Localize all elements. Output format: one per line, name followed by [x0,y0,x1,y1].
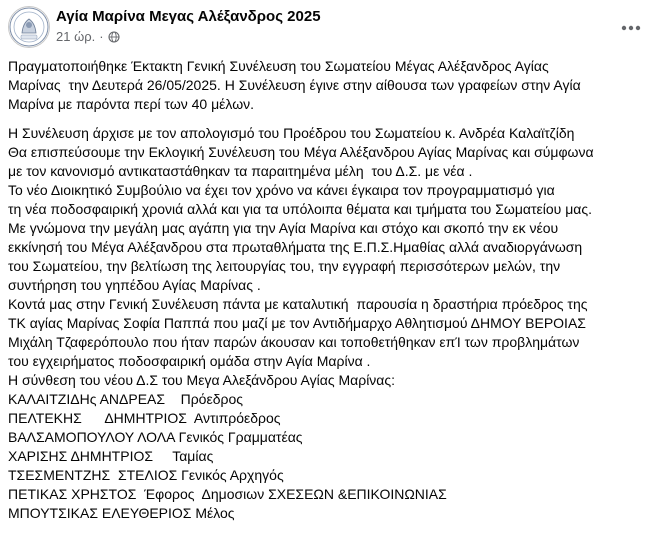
meta-separator: · [99,29,104,44]
globe-icon [108,31,120,43]
post-meta [56,29,120,44]
board-member-line: ΤΣΕΣΜΕΝΤΖΗΣ ΣΤΕΛΙΟΣ Γενικός Αρχηγός [8,467,284,483]
post-text-line: Θα επισπεύσουμε την Εκλογική Συνέλευση του Μέγα Αλέξανδρου Αγίας Μαρίνας και σύμφωνα [8,144,594,160]
page-avatar[interactable] [8,6,50,48]
more-options-button[interactable] [613,10,649,46]
post-text-line: Πραγματοποιήθηκε Έκτακτη Γενική Συνέλευση του Σωματείου Μέγας Αλέξανδρος Αγίας [8,58,549,74]
post-text-line: εκκίνησή του Μέγα Αλέξανδρου στα πρωταθλήματα της Ε.Π.Σ.Ημαθίας αλλά αναδιοργάνωση [8,239,583,255]
post-text-line: τη νέα ποδοσφαιρική χρονιά αλλά και για τα υπόλοιπα θέματα και τμήματα του Σωματείου μας. [8,201,592,217]
post-timestamp[interactable]: 21 ώρ. [56,29,96,44]
post-header [0,0,669,56]
post-text-line: Με γνώμονα την μεγάλη μας αγάπη για την Αγία Μαρίνα και στόχο και σκοπό την εκ νέου [8,220,559,236]
post-body [8,57,658,523]
board-member-line: ΧΑΡΙΣΗΣ ΔΗΜΗΤΡΙΟΣ Ταμίας [8,448,214,464]
paragraph-gap [8,114,658,124]
post-text-line: Η Συνέλευση άρχισε με τον απολογισμό του Προέδρου του Σωματείου κ. Ανδρέα Καλαϊτζίδη [8,125,575,141]
post-text-line: Κοντά μας στην Γενική Συνέλευση πάντα με καταλυτική παρουσία η δραστήρια πρόεδρος της [8,296,588,312]
post-text-line: Το νέο Διοικητικό Συμβούλιο να έχει τον χρόνο να κάνει έγκαιρα τον προγραμματισμό για [8,182,555,198]
board-member-line: ΠΕΤΙΚΑΣ ΧΡΗΣΤΟΣ Έφορος Δημοσιων ΣΧΕΣΕΩΝ &ΕΠΙΚΟΙΝΩΝΙΑΣ [8,486,447,502]
board-member-line: ΒΑΛΣΑΜΟΠΟΥΛΟΥ ΛΟΛΑ Γενικός Γραμματέας [8,429,303,445]
post-text-line: Μαρίνας την Δευτερά 26/05/2025. Η Συνέλευση έγινε στην αίθουσα των γραφείων στην Αγία [8,77,581,93]
page-name-link[interactable]: Αγία Μαρίνα Μεγας Αλέξανδρος 2025 [56,8,321,25]
post-text-line: Μαρίνα με παρόντα περί των 40 μέλων. [8,96,255,112]
board-member-line: ΚΑΛΑΙΤΖΙΔΗς ΑΝΔΡΕΑΣ Πρόεδρος [8,391,243,407]
board-member-line: ΜΠΟΥΤΣΙΚΑΣ ΕΛΕΥΘΕΡΙΟΣ Μέλος [8,505,235,521]
post-text-line: συντήρηση του γηπέδου Αγίας Μαρίνας . [8,277,261,293]
post-text-line: ΤΚ αγίας Μαρίνας Σοφία Παππά που μαζί με τον Αντιδήμαρχο Αθλητισμού ΔΗΜΟΥ ΒΕΡΟΙΑΣ [8,315,586,331]
post-text-line: του εγχειρήματος ποδοσφαιρική ομάδα στην Αγία Μαρίνα . [8,353,371,369]
post-text-line: με τον κανονισμό αντικαταστάθηκαν τα παραιτημένα μέλη του Δ.Σ. με νέα . [8,163,473,179]
post-text-line: Η σύνθεση του νέου Δ.Σ του Μεγα Αλεξάνδρου Αγίας Μαρίνας: [8,372,396,388]
more-options-icon [621,25,641,31]
club-crest-logo [9,7,49,47]
board-member-line: ΠΕΛΤΕΚΗΣ ΔΗΜΗΤΡΙΟΣ Αντιπρόεδρος [8,410,281,426]
post-text-line: του Σωματείου, την βελτίωση της λειτουργίας του, την εγγραφή περισσότερων μελών, την [8,258,561,274]
post-text-line: Μιχάλη Τζαφερόπουλο που ήταν παρών άκουσαν και τοποθετήθηκαν επΊ των προβλημάτων [8,334,580,350]
